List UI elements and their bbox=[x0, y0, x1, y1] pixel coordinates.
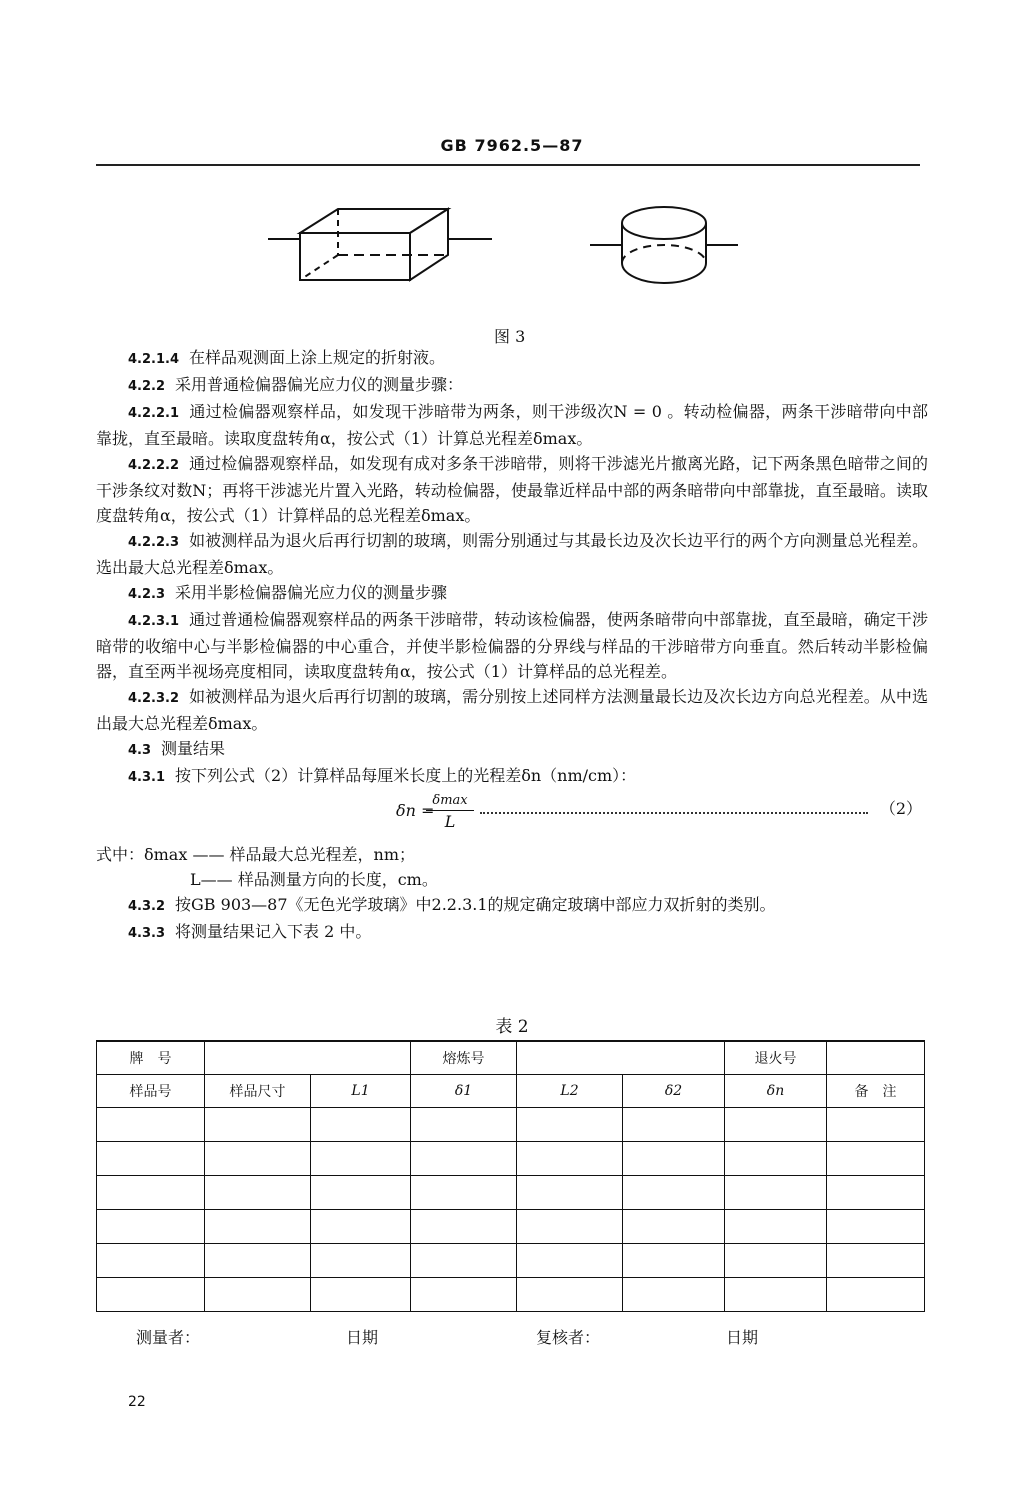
paragraph: 4.3.2 按GB 903—87《无色光学玻璃》中2.2.3.1的规定确定玻璃中部应力双折射的类别。 bbox=[128, 895, 776, 914]
paragraph: 4.3.1 按下列公式（2）计算样品每厘米长度上的光程差δn（nm/cm）： bbox=[128, 766, 637, 785]
table-row bbox=[97, 1278, 925, 1312]
page-header: GB 7962.5—87 bbox=[440, 136, 584, 155]
column-header: δ2 bbox=[623, 1075, 725, 1108]
column-header: δn bbox=[725, 1075, 827, 1108]
column-header: 备 注 bbox=[827, 1075, 925, 1108]
table-row bbox=[97, 1142, 925, 1176]
reviewer-label: 复核者： bbox=[536, 1328, 601, 1347]
table-cell bbox=[205, 1041, 411, 1075]
page-number: 22 bbox=[128, 1394, 146, 1410]
table-cell: 牌 号 bbox=[97, 1041, 205, 1075]
table-row bbox=[97, 1244, 925, 1278]
paragraph: 4.2.2 采用普通检偏器偏光应力仪的测量步骤： bbox=[128, 375, 464, 394]
table-title: 表 2 bbox=[495, 1017, 529, 1037]
table-cell: 熔炼号 bbox=[411, 1041, 517, 1075]
paragraph: 4.2.3 采用半影检偏器偏光应力仪的测量步骤 bbox=[128, 583, 448, 602]
paragraph: 4.2.1.4 在样品观测面上涂上规定的折射液。 bbox=[128, 348, 446, 367]
equation-number: （2） bbox=[879, 799, 922, 818]
measurer-label: 测量者： bbox=[136, 1328, 201, 1347]
table-row bbox=[97, 1041, 925, 1075]
document-body bbox=[96, 345, 928, 946]
figure-caption: 图 3 bbox=[494, 327, 526, 346]
table-cell bbox=[827, 1041, 925, 1075]
column-header: L2 bbox=[517, 1075, 623, 1108]
section-heading: 4.3 测量结果 bbox=[128, 739, 226, 758]
table-row bbox=[97, 1176, 925, 1210]
table-cell: 退火号 bbox=[725, 1041, 827, 1075]
paragraph: 4.2.3.1 通过普通检偏器观察样品的两条干涉暗带，转动该检偏器，使两条暗带向中部靠拢，直至最暗，确定干涉暗带的收缩中心与半影检偏器的中心重合，并使半影检偏器的分界线与样品的干涉暗带方向垂直。然后转动半影检偏器，直至两半视场亮度相同，读取度盘转角α，按公式（1）计算样品的总光程差。 bbox=[96, 610, 928, 681]
column-header: 样品号 bbox=[97, 1075, 205, 1108]
figure-3-diagram bbox=[260, 195, 760, 305]
table-row bbox=[97, 1210, 925, 1244]
table-row bbox=[97, 1108, 925, 1142]
date-label: 日期 bbox=[726, 1328, 759, 1347]
paragraph: 4.3.3 将测量结果记入下表 2 中。 bbox=[128, 922, 372, 941]
cylindrical-sample-drawing bbox=[590, 207, 738, 283]
column-header: L1 bbox=[311, 1075, 411, 1108]
definition-line: L—— 样品测量方向的长度，cm。 bbox=[190, 870, 438, 889]
table-header-row bbox=[97, 1075, 925, 1108]
paragraph: 4.2.3.2 如被测样品为退火后再行切割的玻璃，需分别按上述同样方法测量最长边及次长边方向总光程差。从中选出最大总光程差δmax。 bbox=[96, 687, 928, 733]
header-rule bbox=[96, 164, 920, 166]
definition-line: 式中：δmax —— 样品最大总光程差，nm； bbox=[96, 845, 416, 864]
formula-2 bbox=[96, 792, 928, 842]
column-header: δ1 bbox=[411, 1075, 517, 1108]
formula-fraction bbox=[426, 792, 474, 833]
column-header: 样品尺寸 bbox=[205, 1075, 311, 1108]
signature-line bbox=[96, 1325, 924, 1355]
paragraph: 4.2.2.3 如被测样品为退火后再行切割的玻璃，则需分别通过与其最长边及次长边平行的两个方向测量总光程差。选出最大总光程差δmax。 bbox=[96, 531, 928, 577]
date-label: 日期 bbox=[346, 1328, 379, 1347]
formula-numerator: δmax bbox=[426, 792, 474, 811]
results-table bbox=[96, 1040, 925, 1312]
leader-dots bbox=[480, 802, 868, 814]
formula-lhs: δn = bbox=[396, 801, 435, 820]
variable-definitions bbox=[96, 842, 928, 892]
formula-denominator: L bbox=[444, 812, 456, 831]
table-cell bbox=[517, 1041, 725, 1075]
rectangular-sample-drawing bbox=[268, 209, 492, 280]
paragraph: 4.2.2.2 通过检偏器观察样品，如发现有成对多条干涉暗带，则将干涉滤光片撤离光路，记下两条黑色暗带之间的干涉条纹对数N；再将干涉滤光片置入光路，转动检偏器，使最靠近样品中部的两条暗带向中部靠拢，直至最暗。读取度盘转角α，按公式（1）计算样品的总光程差δmax。 bbox=[96, 454, 928, 525]
paragraph: 4.2.2.1 通过检偏器观察样品，如发现干涉暗带为两条，则干涉级次N = 0 。转动检偏器，两条干涉暗带向中部靠拢，直至最暗。读取度盘转角α，按公式（1）计算总光程差δmax。 bbox=[96, 402, 928, 448]
